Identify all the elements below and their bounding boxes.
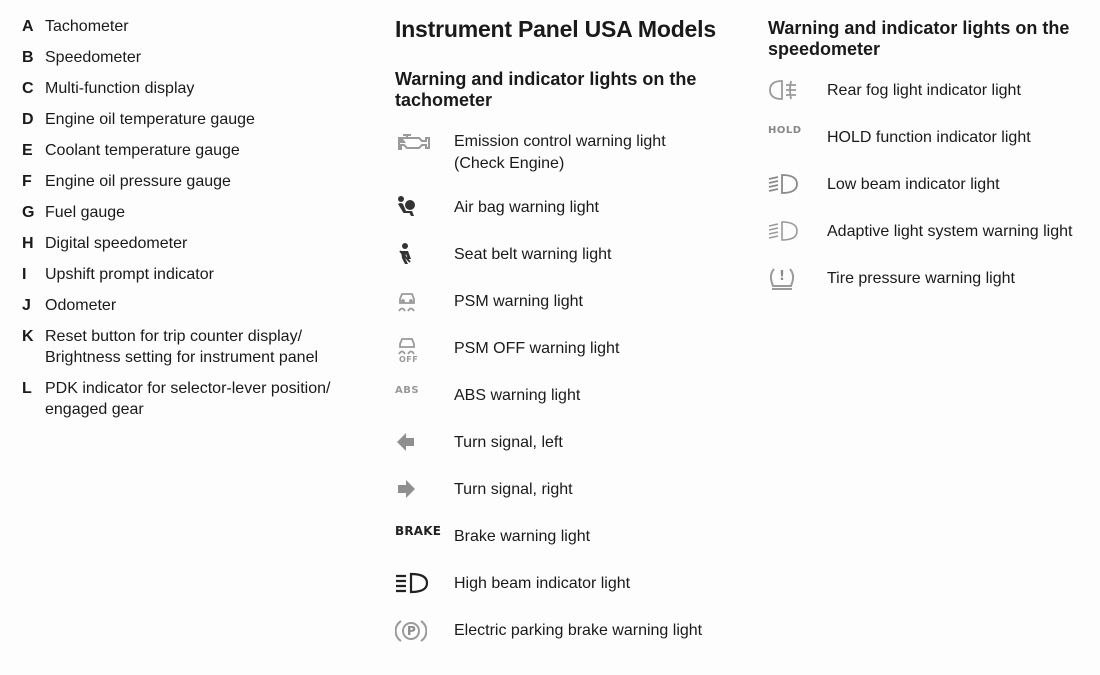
psm-off-text: OFF [399, 355, 419, 364]
parking-brake-icon [395, 618, 439, 644]
seat-belt-icon [395, 242, 439, 268]
turn-right-icon [395, 477, 439, 503]
indicator-label: Low beam indicator light [827, 176, 1000, 193]
tire-pressure-text: ! [779, 269, 786, 284]
legend-item [22, 16, 362, 37]
indicator-label: Seat belt warning light [454, 246, 612, 263]
legend-letter: H [22, 235, 34, 252]
section-title [395, 69, 740, 111]
abs-icon [395, 383, 439, 409]
indicator-item [395, 195, 740, 242]
legend-letter: E [22, 142, 33, 159]
legend-item [22, 233, 362, 254]
legend-text: Engine oil pressure gauge [45, 173, 231, 190]
legend-text: Odometer [45, 297, 117, 314]
legend-text-line1: PDK indicator for selector-lever position/ [45, 380, 331, 397]
indicator-item [395, 336, 740, 383]
parking-brake-text: P [407, 624, 417, 638]
indicator-item [395, 618, 740, 665]
legend-item [22, 264, 362, 285]
legend-letter: D [22, 111, 34, 128]
adaptive-light-icon [768, 219, 812, 245]
indicator-item [395, 430, 740, 477]
legend-text [45, 326, 362, 368]
legend-text: Coolant temperature gauge [45, 142, 240, 159]
airbag-icon [395, 195, 439, 221]
indicator-list [395, 129, 740, 665]
indicator-label: Adaptive light system warning light [827, 223, 1073, 240]
psm-off-icon [395, 336, 439, 362]
abs-text: ABS [395, 385, 420, 396]
legend-item [22, 326, 362, 368]
hold-icon [768, 125, 812, 151]
indicator-label: Turn signal, right [454, 481, 573, 498]
low-beam-icon [768, 172, 812, 198]
check-engine-icon [395, 129, 439, 155]
indicator-item [768, 266, 1088, 313]
speedometer-section [768, 14, 1088, 313]
legend-item [22, 140, 362, 161]
legend-item [22, 78, 362, 99]
indicator-item [395, 129, 740, 195]
indicator-label: Electric parking brake warning light [454, 622, 703, 639]
indicator-label: Brake warning light [454, 528, 591, 545]
legend-letter: I [22, 266, 27, 283]
high-beam-icon [395, 571, 439, 597]
legend-item [22, 109, 362, 130]
psm-icon [395, 289, 439, 315]
indicator-item [395, 571, 740, 618]
legend-text: Fuel gauge [45, 204, 126, 221]
indicator-label [454, 131, 734, 175]
indicator-label: PSM warning light [454, 293, 583, 310]
rear-fog-icon [768, 78, 812, 104]
legend-text: Upshift prompt indicator [45, 266, 214, 283]
tachometer-section [395, 14, 740, 665]
indicator-label: Turn signal, left [454, 434, 563, 451]
section-title-line2: tachometer [395, 90, 493, 110]
legend-letter: C [22, 80, 34, 97]
legend-letter: J [22, 297, 31, 314]
indicator-label: Rear fog light indicator light [827, 82, 1021, 99]
indicator-label-line1: Emission control warning light [454, 133, 666, 150]
legend-item [22, 378, 362, 420]
indicator-label: ABS warning light [454, 387, 581, 404]
indicator-item [395, 383, 740, 430]
brake-text: BRAKE [395, 524, 442, 538]
tire-pressure-icon [768, 266, 812, 292]
legend-list [22, 16, 362, 430]
legend-letter: L [22, 380, 32, 397]
legend-item [22, 202, 362, 223]
indicator-item [768, 219, 1088, 266]
indicator-label: High beam indicator light [454, 575, 631, 592]
section-title-line2: speedometer [768, 39, 881, 59]
indicator-item [395, 242, 740, 289]
legend-text-line2: Brightness setting for instrument panel [45, 349, 319, 366]
indicator-label: Tire pressure warning light [827, 270, 1015, 287]
brake-icon [395, 524, 442, 550]
legend-text: Digital speedometer [45, 235, 188, 252]
indicator-label: HOLD function indicator light [827, 129, 1031, 146]
legend-letter: B [22, 49, 34, 66]
indicator-item [395, 524, 740, 571]
section-title-line1: Warning and indicator lights on the [768, 18, 1070, 38]
indicator-item [768, 172, 1088, 219]
indicator-label-line2: (Check Engine) [454, 155, 565, 172]
hold-text: HOLD [768, 125, 802, 136]
legend-text [45, 378, 362, 420]
legend-letter: F [22, 173, 32, 190]
legend-text-line2: engaged gear [45, 401, 144, 418]
legend-letter: A [22, 18, 34, 35]
legend-letter: G [22, 204, 35, 221]
legend-text-line1: Reset button for trip counter display/ [45, 328, 303, 345]
legend-text: Multi-function display [45, 80, 195, 97]
indicator-item [768, 78, 1088, 125]
legend-text: Tachometer [45, 18, 129, 35]
legend-item [22, 295, 362, 316]
indicator-item [395, 289, 740, 336]
legend-text: Speedometer [45, 49, 142, 66]
legend-text: Engine oil temperature gauge [45, 111, 255, 128]
legend-item [22, 171, 362, 192]
indicator-item [768, 125, 1088, 172]
indicator-label: Air bag warning light [454, 199, 599, 216]
indicator-label: PSM OFF warning light [454, 340, 620, 357]
turn-left-icon [395, 430, 439, 456]
section-title-line1: Warning and indicator lights on the [395, 69, 697, 89]
indicator-item [395, 477, 740, 524]
legend-letter: K [22, 328, 34, 345]
section-title [768, 18, 1088, 60]
legend-item [22, 47, 362, 68]
page-title: Instrument Panel USA Models [395, 16, 716, 42]
indicator-list [768, 78, 1088, 313]
